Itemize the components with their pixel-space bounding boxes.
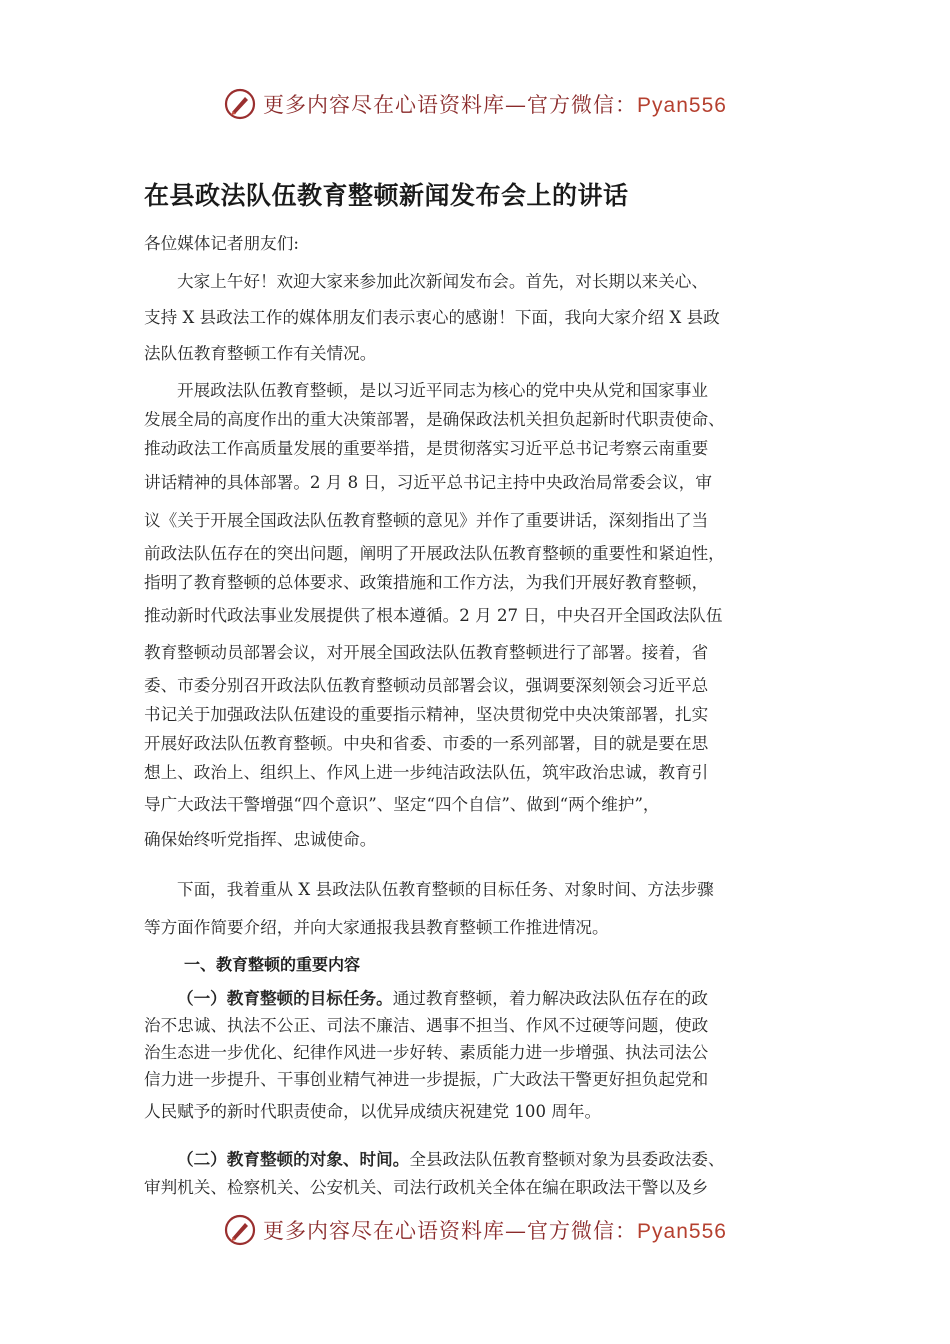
salutation: 各位媒体记者朋友们:	[144, 234, 299, 253]
pen-logo-icon	[223, 1213, 257, 1247]
wechat-id: Pyan556	[637, 1220, 727, 1243]
paragraph-greeting: 大家上午好！欢迎大家来参加此次新闻发布会。首先，对长期以来关心、 支持 X 县政法工作的媒体朋友们表示衷心的感谢！下面，我向大家介绍 X 县政 法队伍教育整顿工作有关情况。	[144, 272, 720, 363]
section-heading-1: 一、教育整顿的重要内容	[184, 955, 361, 974]
subsection-goals: （一）教育整顿的目标任务。通过教育整顿，着力解决政法队伍存在的政 治不忠诚、执法不公正、司法不廉洁、遇事不担当、作风不过硬等问题，使政 治生态进一步优化、纪律作风进一步好转、素质能力进一步增强、执法司法公 信力进一步提升、干事创业精气神进一步提振，广大政法干警更好担负起党和 人民赋予的新时代职责使命，以优异成绩庆祝建党 100 周年。	[144, 988, 709, 1121]
watermark-text: 更多内容尽在心语资料库—官方微信：Pyan556	[263, 93, 727, 117]
header-watermark	[0, 84, 950, 124]
footer-watermark	[0, 1210, 950, 1250]
subsection-goals-label: （一）教育整顿的目标任务。	[177, 988, 393, 1008]
wechat-id: Pyan556	[637, 94, 727, 117]
page-title: 在县政法队伍教育整顿新闻发布会上的讲话	[144, 181, 629, 210]
watermark-text: 更多内容尽在心语资料库—官方微信：Pyan556	[263, 1219, 727, 1243]
paragraph-overview: 下面，我着重从 X 县政法队伍教育整顿的目标任务、对象时间、方法步骤 等方面作简要介绍，并向大家通报我县教育整顿工作推进情况。	[144, 880, 714, 937]
subsection-targets: （二）教育整顿的对象、时间。全县政法队伍教育整顿对象为县委政法委、 审判机关、检察机关、公安机关、司法行政机关全体在编在职政法干警以及乡	[144, 1149, 725, 1197]
paragraph-background: 开展政法队伍教育整顿，是以习近平同志为核心的党中央从党和国家事业 发展全局的高度作出的重大决策部署，是确保政法机关担负起新时代职责使命、 推动政法工作高质量发展的重要举措，是贯彻落实习近平总书记考察云南重要 讲话精神的具体部署。2 月 8 日，习近平总书记主持中央政治局常委会议，审 议《关于开展全国政法队伍教育整顿的意见》并作了重要讲话，深刻指出了当 前政法队伍存在的突出问题，阐明了开展政法队伍教育整顿的重要性和紧迫性， 指明了教育整顿的总体要求、政策措施和工作方法，为我们开展好教育整顿， 推动新时代政法事业发展提供了根本遵循。2 月 27 日，中央召开全国政法队伍 教育整顿动员部署会议，对开展全国政法队伍教育整顿进行了部署。接着，省 委、市委分别召开政法队伍教育整顿动员部署会议，强调要深刻领会习近平总 书记关于加强政法队伍建设的重要指示精神，坚决贯彻党中央决策部署，扎实 开展好政法队伍教育整顿。中央和省委、市委的一系列部署，目的就是要在思 想上、政治上、组织上、作风上进一步纯洁政法队伍，筑牢政治忠诚，教育引 导广大政法干警增强“四个意识”、坚定“四个自信”、做到“两个维护”， 确保始终听党指挥、忠诚使命。	[144, 381, 725, 849]
pen-logo-icon	[223, 87, 257, 121]
subsection-targets-label: （二）教育整顿的对象、时间。	[177, 1149, 410, 1169]
document-body	[144, 228, 816, 1202]
